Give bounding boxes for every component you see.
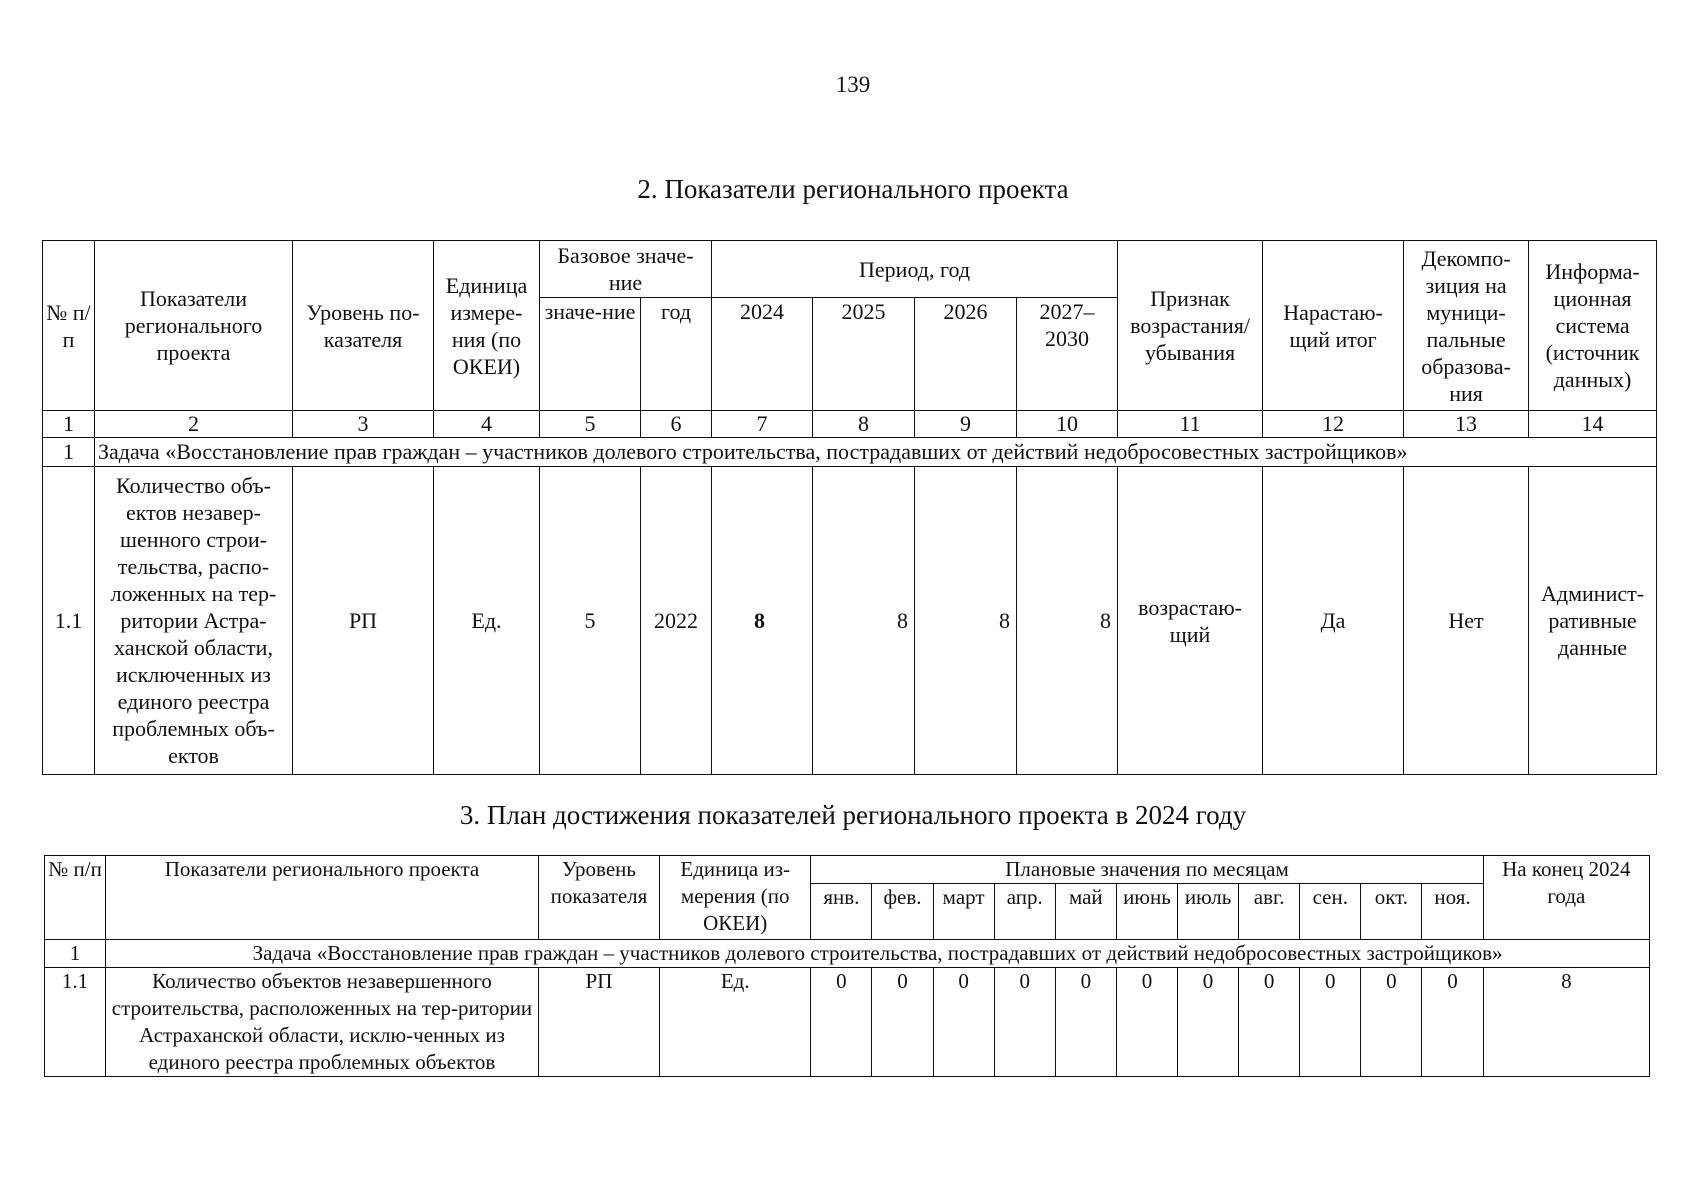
plan-header-month: фев. — [872, 884, 933, 940]
row-decomposition: Нет — [1404, 467, 1529, 775]
column-number: 8 — [813, 411, 915, 438]
header-unit: Единица измере-ния (по ОКЕИ) — [434, 241, 540, 411]
plan-row-month-value: 0 — [872, 968, 933, 1077]
plan-row-month-value: 0 — [994, 968, 1055, 1077]
plan-row-month-value: 0 — [811, 968, 872, 1077]
plan-header-month: июнь — [1116, 884, 1177, 940]
column-number: 14 — [1529, 411, 1657, 438]
plan-header-unit: Единица из-мерения (по ОКЕИ) — [660, 856, 811, 940]
plan-row-month-value: 0 — [1116, 968, 1177, 1077]
header-base: Базовое значе-ние — [540, 241, 712, 298]
row-base-value: 5 — [540, 467, 641, 775]
plan-row-num: 1.1 — [45, 968, 106, 1077]
header-year-2024: 2024 — [712, 298, 813, 411]
header-year-2025: 2025 — [813, 298, 915, 411]
column-number: 4 — [434, 411, 540, 438]
column-number: 10 — [1017, 411, 1118, 438]
plan-row-month-value: 0 — [1300, 968, 1361, 1077]
plan-row-month-value: 0 — [933, 968, 994, 1077]
row-info-system: Админист-ративные данные — [1529, 467, 1657, 775]
header-decomposition: Декомпо-зиция на муници-пальные образова-ния — [1404, 241, 1529, 411]
header-trend: Признак возрастания/ убывания — [1118, 241, 1263, 411]
row-cumulative: Да — [1263, 467, 1404, 775]
column-number: 9 — [915, 411, 1017, 438]
plan-task-text: Задача «Восстановление прав граждан – участников долевого строительства, пострадавших от действий недобросовестных застройщиков» — [106, 940, 1650, 968]
plan-header-month: окт. — [1361, 884, 1422, 940]
row-value-2026: 8 — [915, 467, 1017, 775]
column-number: 3 — [293, 411, 434, 438]
plan-row-unit: Ед. — [660, 968, 811, 1077]
column-number: 6 — [641, 411, 712, 438]
plan-row-indicator: Количество объектов незавершенного строительства, расположенных на тер-ритории Астраханской области, исклю-ченных из единого реестра проблемных объектов — [106, 968, 539, 1077]
plan-row-month-value: 0 — [1055, 968, 1116, 1077]
plan-header-month: апр. — [994, 884, 1055, 940]
plan-header-monthly: Плановые значения по месяцам — [811, 856, 1483, 884]
plan-header-month: сен. — [1300, 884, 1361, 940]
row-value-2025: 8 — [813, 467, 915, 775]
header-year-2026: 2026 — [915, 298, 1017, 411]
header-year-2027-2030: 2027–2030 — [1017, 298, 1118, 411]
row-indicator: Количество объ-ектов незавер-шенного строи-тельства, распо-ложенных на тер-ритории Астра-ханской области, исключенных из единого реестра проблемных объ-ектов — [95, 467, 293, 775]
header-level: Уровень по-казателя — [293, 241, 434, 411]
header-info-system: Информа-ционная система (источник данных) — [1529, 241, 1657, 411]
indicators-table — [42, 240, 1657, 775]
column-number: 13 — [1404, 411, 1529, 438]
row-num: 1.1 — [43, 467, 95, 775]
plan-row-month-value: 0 — [1178, 968, 1239, 1077]
plan-header-month: июль — [1178, 884, 1239, 940]
column-number: 2 — [95, 411, 293, 438]
page-number: 139 — [835, 72, 871, 97]
plan-header-month: март — [933, 884, 994, 940]
row-level: РП — [293, 467, 434, 775]
plan-row-level: РП — [538, 968, 659, 1077]
monthly-plan-table — [44, 855, 1650, 1077]
header-cumulative: Нарастаю-щий итог — [1263, 241, 1404, 411]
row-unit: Ед. — [434, 467, 540, 775]
plan-row-month-value: 0 — [1239, 968, 1300, 1077]
header-base-value: значе-ние — [540, 298, 641, 411]
row-base-year: 2022 — [641, 467, 712, 775]
plan-header-indicator: Показатели регионального проекта — [106, 856, 539, 940]
section-3-title: 3. План достижения показателей регионального проекта в 2024 году — [459, 800, 1247, 830]
row-trend: возрастаю-щий — [1118, 467, 1263, 775]
plan-task-num: 1 — [45, 940, 106, 968]
column-number: 1 — [43, 411, 95, 438]
column-number: 7 — [712, 411, 813, 438]
row-value-2027-2030: 8 — [1017, 467, 1118, 775]
plan-header-level: Уровень показателя — [538, 856, 659, 940]
task-text: Задача «Восстановление прав граждан – участников долевого строительства, пострадавших от действий недобросовестных застройщиков» — [95, 438, 1657, 467]
plan-header-month: янв. — [811, 884, 872, 940]
column-number: 11 — [1118, 411, 1263, 438]
plan-row-month-value: 0 — [1422, 968, 1483, 1077]
column-number: 5 — [540, 411, 641, 438]
plan-header-end: На конец 2024 года — [1483, 856, 1649, 940]
header-indicator: Показатели регионального проекта — [95, 241, 293, 411]
plan-row-month-value: 0 — [1361, 968, 1422, 1077]
plan-header-month: май — [1055, 884, 1116, 940]
column-number: 12 — [1263, 411, 1404, 438]
plan-header-num: № п/п — [45, 856, 106, 940]
plan-row-end-value: 8 — [1483, 968, 1649, 1077]
section-2-title: 2. Показатели регионального проекта — [637, 174, 1069, 204]
row-value-2024: 8 — [712, 467, 813, 775]
header-period: Период, год — [712, 241, 1118, 298]
task-num: 1 — [43, 438, 95, 467]
plan-header-month: авг. — [1239, 884, 1300, 940]
plan-header-month: ноя. — [1422, 884, 1483, 940]
header-base-year: год — [641, 298, 712, 411]
header-num: № п/п — [43, 241, 95, 411]
